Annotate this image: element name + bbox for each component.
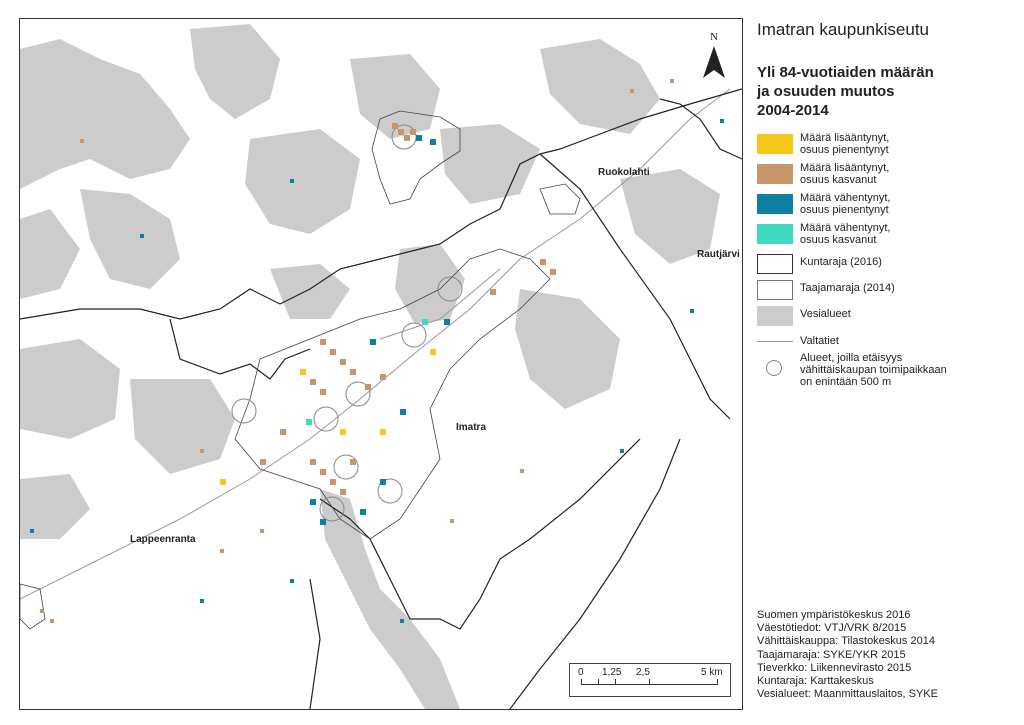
water-area bbox=[130, 379, 235, 474]
grid-cell bbox=[630, 89, 634, 93]
swatch-cyan bbox=[757, 224, 793, 244]
water-area bbox=[20, 209, 80, 299]
municipal-border bbox=[660, 99, 742, 159]
water-area bbox=[20, 339, 120, 439]
grid-cell bbox=[410, 129, 416, 135]
credits bbox=[757, 609, 938, 701]
grid-cell bbox=[365, 384, 371, 390]
municipal-border bbox=[310, 579, 320, 709]
grid-cell bbox=[306, 419, 312, 425]
swatch-water bbox=[757, 306, 793, 326]
grid-cell bbox=[200, 449, 204, 453]
grid-cell bbox=[80, 139, 84, 143]
scale-tick bbox=[598, 679, 599, 685]
water-area bbox=[515, 289, 620, 409]
grid-cell bbox=[340, 489, 346, 495]
water-area bbox=[320, 489, 460, 709]
swatch-highway bbox=[757, 341, 793, 342]
legend-item bbox=[757, 252, 1017, 278]
grid-cell bbox=[350, 459, 356, 465]
grid-cell bbox=[40, 609, 44, 613]
place-label-rautjarvi: Rautjärvi bbox=[697, 249, 740, 260]
grid-cell bbox=[310, 499, 316, 505]
legend-item bbox=[757, 278, 1017, 304]
grid-cell bbox=[444, 319, 450, 325]
legend-item bbox=[757, 192, 1017, 222]
grid-cell bbox=[398, 129, 404, 135]
north-label: N bbox=[710, 31, 718, 43]
proximity-circle bbox=[334, 455, 358, 479]
legend-label: Taajamaraja (2014) bbox=[800, 282, 895, 294]
legend-label: Alueet, joilla etäisyys vähittäiskaupan toimipaikkaan on enintään 500 m bbox=[800, 352, 947, 388]
legend-item bbox=[757, 132, 1017, 162]
municipal-border bbox=[170, 319, 310, 379]
region-title: Imatran kaupunkiseutu bbox=[757, 20, 929, 39]
water-area bbox=[245, 129, 360, 234]
urban-border bbox=[540, 184, 580, 214]
place-label-lappeenranta: Lappeenranta bbox=[130, 534, 196, 545]
north-arrow-icon bbox=[697, 26, 731, 82]
map-frame[interactable] bbox=[19, 18, 743, 710]
grid-cell bbox=[350, 369, 356, 375]
legend bbox=[757, 20, 1017, 390]
swatch-municipal-border bbox=[757, 254, 793, 274]
swatch-blue bbox=[757, 194, 793, 214]
grid-cell bbox=[30, 529, 34, 533]
credit-line: Kuntaraja: Karttakeskus bbox=[757, 675, 874, 688]
scale-tick-label: 1,25 bbox=[602, 667, 622, 678]
grid-cell bbox=[430, 139, 436, 145]
water-area bbox=[540, 39, 660, 134]
grid-cell bbox=[380, 429, 386, 435]
grid-cell bbox=[360, 509, 366, 515]
grid-cell bbox=[260, 459, 266, 465]
legend-item bbox=[757, 330, 1017, 350]
grid-cell bbox=[140, 234, 144, 238]
credit-line: Vesialueet: Maanmittauslaitos, SYKE bbox=[757, 688, 938, 701]
legend-label: Valtatiet bbox=[800, 335, 839, 347]
grid-cell bbox=[620, 449, 624, 453]
legend-item bbox=[757, 304, 1017, 330]
grid-cell bbox=[280, 429, 286, 435]
grid-cell bbox=[290, 579, 294, 583]
north-arrow bbox=[697, 26, 731, 82]
legend-label: Määrä lisääntynyt, osuus kasvanut bbox=[800, 162, 890, 186]
grid-cell bbox=[380, 479, 386, 485]
scale-tick bbox=[717, 679, 718, 685]
grid-cell bbox=[430, 349, 436, 355]
grid-cell bbox=[320, 339, 326, 345]
grid-cell bbox=[404, 135, 410, 141]
swatch-brown bbox=[757, 164, 793, 184]
legend-item bbox=[757, 162, 1017, 192]
credit-line: Suomen ympäristökeskus 2016 bbox=[757, 609, 911, 621]
legend-label: Määrä lisääntynyt, osuus pienentynyt bbox=[800, 132, 890, 156]
scale-tick bbox=[581, 679, 582, 685]
grid-cell bbox=[340, 429, 346, 435]
grid-cell bbox=[260, 529, 264, 533]
grid-cell bbox=[220, 479, 226, 485]
grid-cell bbox=[220, 549, 224, 553]
grid-cell bbox=[400, 409, 406, 415]
legend-item bbox=[757, 222, 1017, 252]
water-area bbox=[190, 24, 280, 119]
scale-bar bbox=[569, 663, 731, 697]
credit-line: Väestötiedot: VTJ/VRK 8/2015 bbox=[757, 622, 907, 635]
grid-cell bbox=[520, 469, 524, 473]
credit-line: Vähittäiskauppa: Tilastokeskus 2014 bbox=[757, 635, 935, 648]
grid-cell bbox=[370, 339, 376, 345]
water-areas bbox=[20, 24, 720, 709]
grid-cell bbox=[310, 379, 316, 385]
grid-cell bbox=[450, 519, 454, 523]
grid-cell bbox=[50, 619, 54, 623]
grid-cell bbox=[300, 369, 306, 375]
water-area bbox=[440, 124, 540, 204]
swatch-urban-border bbox=[757, 280, 793, 300]
scale-tick bbox=[649, 679, 650, 685]
legend-heading: Yli 84-vuotiaiden määrän ja osuuden muutos 2004-2014 bbox=[757, 64, 934, 119]
grid-cell bbox=[200, 599, 204, 603]
grid-cells-blue bbox=[30, 119, 724, 623]
legend-label: Vesialueet bbox=[800, 308, 851, 320]
place-label-ruokolahti: Ruokolahti bbox=[598, 167, 650, 178]
grid-cell bbox=[670, 79, 674, 83]
grid-cell bbox=[320, 519, 326, 525]
map-canvas[interactable] bbox=[20, 19, 742, 709]
proximity-circle bbox=[232, 399, 256, 423]
grid-cell bbox=[490, 289, 496, 295]
water-area bbox=[80, 189, 180, 289]
water-area bbox=[395, 244, 465, 324]
scale-tick-label: 2,5 bbox=[636, 667, 650, 678]
grid-cell bbox=[330, 349, 336, 355]
grid-cell bbox=[330, 479, 336, 485]
credit-line: Taajamaraja: SYKE/YKR 2015 bbox=[757, 648, 906, 661]
legend-label: Määrä vähentynyt, osuus pienentynyt bbox=[800, 192, 891, 216]
grid-cell bbox=[416, 135, 422, 141]
urban-border bbox=[20, 584, 45, 629]
grid-cell bbox=[392, 123, 398, 129]
grid-cell bbox=[540, 259, 546, 265]
credit-line: Tieverkko: Liikennevirasto 2015 bbox=[757, 661, 912, 674]
scale-tick-label: 0 bbox=[578, 667, 584, 678]
place-label-imatra: Imatra bbox=[456, 422, 487, 433]
legend-label: Määrä vähentynyt, osuus kasvanut bbox=[800, 222, 891, 246]
scale-tick-label: 5 km bbox=[701, 667, 723, 678]
grid-cell bbox=[320, 389, 326, 395]
grid-cells-yellow bbox=[220, 349, 436, 485]
grid-cell bbox=[310, 459, 316, 465]
grid-cell bbox=[340, 359, 346, 365]
grid-cell bbox=[380, 374, 386, 380]
legend-item bbox=[757, 350, 1017, 390]
grid-cell bbox=[550, 269, 556, 275]
grid-cells-cyan bbox=[306, 319, 428, 425]
swatch-yellow bbox=[757, 134, 793, 154]
grid-cell bbox=[320, 469, 326, 475]
grid-cell bbox=[422, 319, 428, 325]
grid-cell bbox=[290, 179, 294, 183]
water-area bbox=[20, 39, 190, 189]
grid-cell bbox=[690, 309, 694, 313]
swatch-proximity-circle bbox=[766, 360, 782, 376]
proximity-circle bbox=[402, 323, 426, 347]
grid-cell bbox=[400, 619, 404, 623]
legend-label: Kuntaraja (2016) bbox=[800, 256, 882, 268]
water-area bbox=[270, 264, 350, 319]
grid-cell bbox=[720, 119, 724, 123]
scale-tick bbox=[615, 679, 616, 685]
